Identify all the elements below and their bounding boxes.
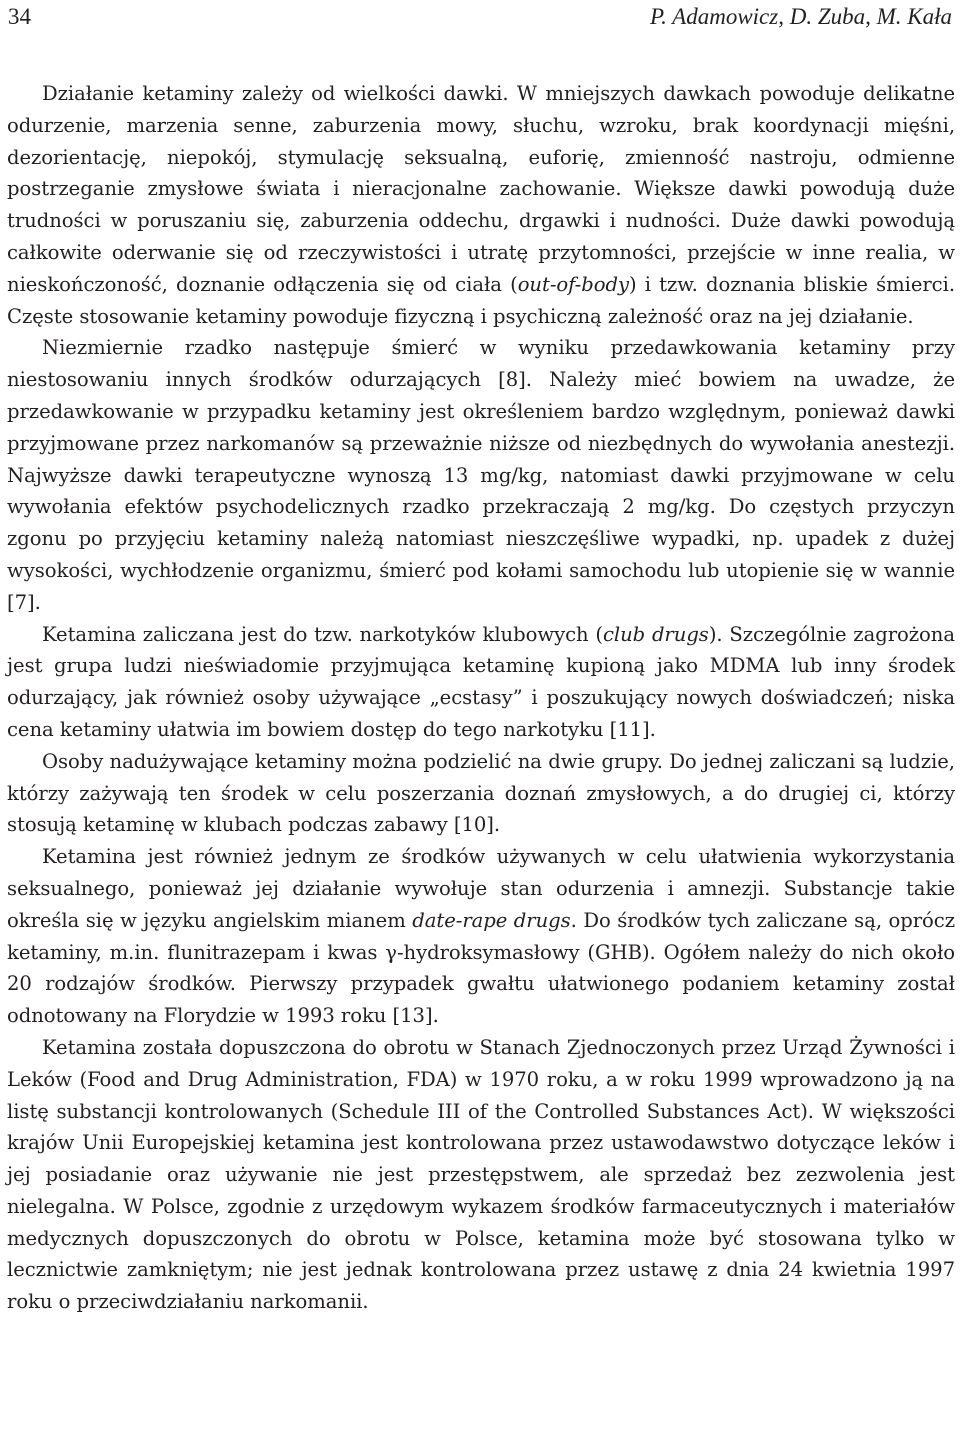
- page-number: 34: [8, 4, 31, 29]
- paragraph: [7, 746, 955, 841]
- article-body: [7, 78, 955, 1318]
- paragraph: [7, 841, 955, 1032]
- page-header: [8, 0, 952, 34]
- paragraph-text: Działanie ketaminy zależy od wielkości dawki. W mniejszych dawkach powoduje delikatne odurzenie, marzenia senne, zaburzenia mowy, słuchu, wzroku, brak koordynacji mięśni, dezorientację, niepokój, stymulację seksualną, euforię, zmienność nastroju, odmienne postrzeganie zmysłowe świata i nieracjonalne zachowanie. Większe dawki powodują duże trudności w poruszaniu się, zaburzenia oddechu, drgawki i nudności. Duże dawki powodują całkowite oderwanie się od rzeczywistości i utratę przytomności, przejście w inne realia, w nieskończoność, doznanie odłączenia się od ciała (: [7, 82, 955, 296]
- italic-term: club drugs: [602, 622, 709, 646]
- paragraph: [7, 332, 955, 618]
- paragraph-text: Ketamina jest również jednym ze środków używanych w celu ułatwienia wykorzystania seksualnego, ponieważ jej działanie wywołuje stan odurzenia i amnezji. Substancje takie określa się w języku angielskim mianem: [7, 845, 955, 932]
- paragraph-text: . Do środków tych zaliczane są, oprócz ketaminy, m.in. flunitrazepam i kwas γ-hydroksymasłowy (GHB). Ogółem należy do nich około 20 rodzajów środków. Pierwszy przypadek gwałtu ułatwionego podaniem ketaminy został odnotowany na Florydzie w 1993 roku [13].: [7, 908, 955, 1028]
- paragraph-text: Ketamina została dopuszczona do obrotu w Stanach Zjednoczonych przez Urząd Żywności i Leków (Food and Drug Administration, FDA) w 1970 roku, a w roku 1999 wprowadzono ją na listę substancji kontrolowanych (Schedule III of the Controlled Substances Act). W większości krajów Unii Europejskiej ketamina jest kontrolowana przez ustawodawstwo dotyczące leków i jej posiadanie oraz używanie nie jest przestępstwem, ale sprzedaż bez zezwolenia jest nielegalna. W Polsce, zgodnie z urzędowym wykazem środków farmaceutycznych i materiałów medycznych dopuszczonych do obrotu w Polsce, ketamina może być stosowana tylko w lecznictwie zamkniętym; nie jest jednak kontrolowana przez ustawę z dnia 24 kwietnia 1997 roku o przeciwdziałaniu narkomanii.: [7, 1035, 955, 1314]
- paragraph-text: Ketamina zaliczana jest do tzw. narkotyków klubowych (: [42, 622, 603, 646]
- paragraph: [7, 619, 955, 746]
- paragraph-text: ). Szczególnie zagrożona jest grupa ludzi nieświadomie przyjmująca ketaminę kupioną jako MDMA lub inny środek odurzający, jak również osoby używające „ecstasy” i poszukujący nowych doświadczeń; niska cena ketaminy ułatwia im bowiem dostęp do tego narkotyku [11].: [7, 622, 955, 741]
- italic-term: out-of-body: [517, 272, 629, 296]
- paragraph: [7, 1032, 955, 1318]
- paragraph-text: Niezmiernie rzadko następuje śmierć w wyniku przedawkowania ketaminy przy niestosowaniu innych środków odurzających [8]. Należy mieć bowiem na uwadze, że przedawkowanie w przypadku ketaminy jest określeniem bardzo względnym, ponieważ dawki przyjmowane przez narkomanów są przeważnie niższe od niezbędnych do wywołania anestezji. Najwyższe dawki terapeutyczne wynoszą 13 mg/kg, natomiast dawki przyjmowane w celu wywołania efektów psychodelicznych rzadko przekraczają 2 mg/kg. Do częstych przyczyn zgonu po przyjęciu ketaminy należą natomiast nieszczęśliwe wypadki, np. upadek z dużej wysokości, wychłodzenie organizmu, śmierć pod kołami samochodu lub utopienie się w wannie [7].: [7, 336, 955, 614]
- paragraph: [7, 78, 955, 332]
- paragraph-text: Osoby nadużywające ketaminy można podzielić na dwie grupy. Do jednej zaliczani są ludzie, którzy zażywają ten środek w celu poszerzania doznań zmysłowych, a do drugiej ci, którzy stosują ketaminę w klubach podczas zabawy [10].: [7, 749, 955, 837]
- paragraph-text: ) i tzw. doznania bliskie śmierci. Częste stosowanie ketaminy powoduje fizyczną i psychiczną zależność oraz na jej działanie.: [7, 272, 956, 328]
- running-head-authors: P. Adamowicz, D. Zuba, M. Kała: [649, 4, 952, 29]
- italic-term: date-rape drugs: [412, 908, 571, 932]
